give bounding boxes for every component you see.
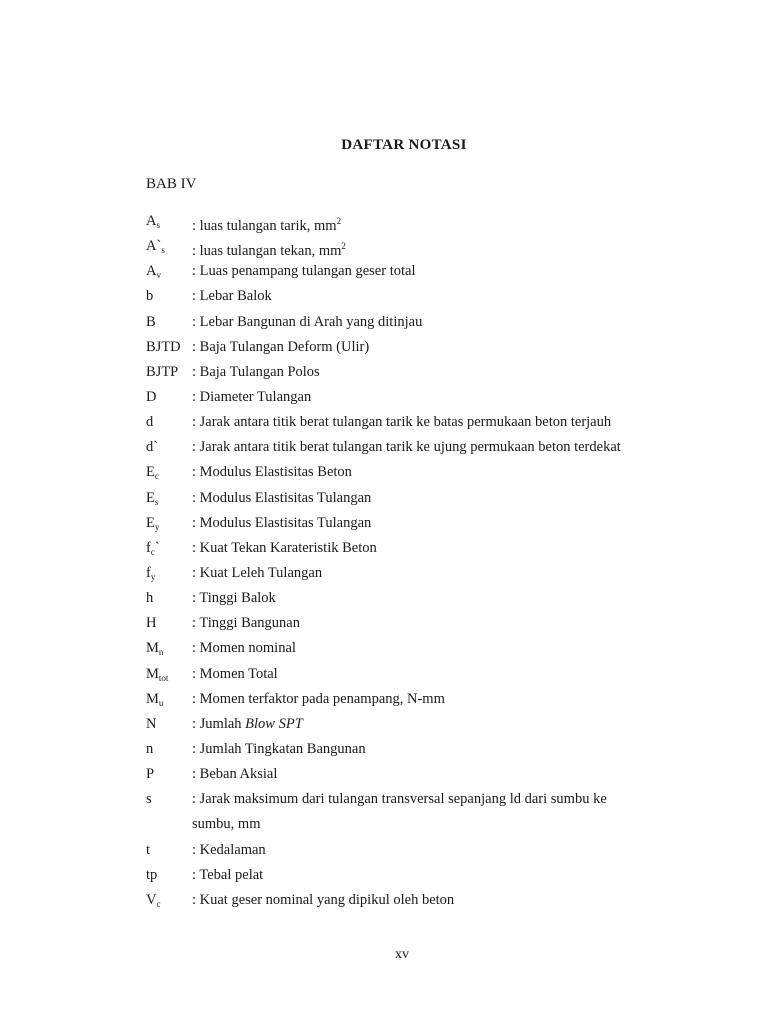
notation-row [146,762,706,787]
notation-symbol [146,310,156,335]
symbol-subscript: c [150,546,155,557]
description-continuation: sumbu, mm [192,816,261,833]
description-text: : luas tulangan tekan, mm [192,243,342,260]
notation-description [192,687,692,712]
notation-description [192,385,692,410]
notation-row [146,460,706,485]
symbol-base: h [146,590,154,607]
symbol-subscript: c [154,471,159,482]
symbol-subscript: s [161,245,165,256]
notation-row [146,234,706,259]
notation-description [192,863,692,888]
notation-description [192,486,692,511]
symbol-base: P [146,766,155,783]
symbol-subscript: tot [158,672,169,683]
notation-description [192,662,692,687]
symbol-base: M [146,690,159,707]
symbol-subscript: y [154,521,160,532]
page-title: DAFTAR NOTASI [341,137,467,153]
notation-description [192,410,692,435]
symbol-base: N [146,715,157,732]
notation-description [192,310,692,335]
notation-description [192,737,692,762]
notation-symbol [146,435,158,460]
description-text: : Jarak antara titik berat tulangan tarik ke ujung permukaan beton terdekat [192,439,621,456]
notation-row [146,561,706,586]
notation-row [146,787,706,837]
notation-description [192,259,692,284]
symbol-base: f [146,539,151,556]
description-superscript: 2 [336,216,342,226]
symbol-base: H [146,615,157,632]
notation-description [192,284,692,309]
symbol-base: M [146,640,159,657]
notation-description [192,636,692,661]
description-superscript: 2 [341,241,346,252]
notation-description [192,561,692,586]
notation-row [146,662,706,687]
notation-row [146,511,706,536]
description-text: : Kuat Tekan Karateristik Beton [192,539,377,556]
symbol-base: b [146,288,154,305]
notation-description [192,838,692,863]
description-text: : Baja Tulangan Deform (Ulir) [192,338,370,355]
symbol-base: d` [146,439,159,456]
description-text: : Diameter Tulangan [192,388,312,405]
description-text: : Modulus Elastisitas Tulangan [192,514,372,531]
notation-row [146,611,706,636]
description-text: : Jarak antara titik berat tulangan tarik ke batas permukaan beton terjauh [192,414,612,431]
description-text: : luas tulangan tarik, mm [192,218,337,234]
section-heading: BAB IV [146,176,197,192]
notation-symbol [146,787,152,812]
symbol-base: V [146,891,157,908]
notation-symbol [146,586,153,611]
page-number: xv [395,947,409,962]
notation-row [146,410,706,435]
notation-row [146,863,706,888]
notation-row [146,284,706,309]
description-text: : Kedalaman [192,841,266,858]
notation-row [146,737,706,762]
notation-row [146,310,706,335]
notation-description [192,611,692,636]
symbol-suffix: ` [154,539,160,556]
symbol-subscript: y [150,571,156,582]
symbol-base: M [146,665,159,682]
description-text: : Momen nominal [192,640,296,657]
notation-row [146,687,706,712]
description-text: : Modulus Elastisitas Beton [192,464,352,481]
description-text: : Modulus Elastisitas Tulangan [192,489,372,506]
notation-row [146,536,706,561]
symbol-base: A [146,263,157,280]
symbol-subscript: s [154,496,159,507]
description-text: : Kuat Leleh Tulangan [192,564,323,581]
notation-row [146,209,706,234]
notation-row [146,435,706,460]
notation-description [192,762,692,787]
notation-description [192,435,692,460]
notation-row [146,360,706,385]
notation-symbol [146,737,153,762]
notation-symbol [146,712,156,737]
notation-row [146,636,706,661]
notation-description [192,511,692,536]
description-text: : Momen terfaktor pada penampang, N-mm [192,690,445,707]
symbol-subscript: u [158,697,164,708]
notation-description [192,360,692,385]
notation-row [146,335,706,360]
description-text: : Baja Tulangan Polos [192,363,320,380]
notation-symbol [146,762,154,787]
symbol-base: f [146,564,151,581]
notation-description [192,335,692,360]
symbol-base: A [146,213,157,229]
notation-symbol [146,385,156,410]
symbol-base: E [146,514,155,531]
notation-symbol [146,863,157,888]
description-text: : Kuat geser nominal yang dipikul oleh beton [192,891,455,908]
notation-row [146,486,706,511]
description-text: : Tinggi Balok [192,590,276,607]
notation-description [192,586,692,611]
description-text: : Luas penampang tulangan geser total [192,263,416,280]
description-text: : Jumlah Tingkatan Bangunan [192,740,366,757]
notation-symbol [146,611,156,636]
notation-symbol [146,335,181,360]
notation-row [146,888,706,913]
notation-row [146,838,706,863]
description-italic: Blow SPT [245,715,303,732]
symbol-base: s [146,791,152,808]
notation-symbol [146,284,153,309]
notation-symbol [146,360,178,385]
notation-symbol [146,838,150,863]
notation-description [192,460,692,485]
symbol-base: BJTD [146,338,181,355]
symbol-base: d [146,414,154,431]
symbol-base: t [146,841,151,858]
symbol-base: D [146,388,157,405]
symbol-subscript: c [156,898,161,909]
symbol-base: A` [146,238,162,255]
description-text: : Momen Total [192,665,278,682]
symbol-base: n [146,740,154,757]
symbol-base: E [146,464,155,481]
description-text: : Lebar Balok [192,288,272,305]
symbol-base: E [146,489,155,506]
description-text: : Tebal pelat [192,866,264,883]
notation-row [146,385,706,410]
notation-description [192,787,692,837]
description-text: : Tinggi Bangunan [192,615,300,632]
symbol-base: tp [146,866,158,883]
notation-row [146,259,706,284]
notation-row [146,586,706,611]
notation-list [146,209,706,913]
notation-description [192,888,692,913]
description-text: : Jumlah [192,715,246,732]
symbol-subscript: n [158,647,164,658]
notation-symbol [146,888,160,917]
notation-description [192,536,692,561]
description-text: : Lebar Bangunan di Arah yang ditinjau [192,313,423,330]
symbol-base: B [146,313,156,330]
symbol-base: BJTP [146,363,179,380]
notation-symbol [146,410,153,435]
symbol-subscript: v [156,270,161,281]
symbol-subscript: s [156,220,160,230]
notation-description [192,712,692,737]
description-text: : Beban Aksial [192,766,278,783]
description-text: : Jarak maksimum dari tulangan transversal sepanjang ld dari sumbu ke [192,791,607,808]
notation-row [146,712,706,737]
